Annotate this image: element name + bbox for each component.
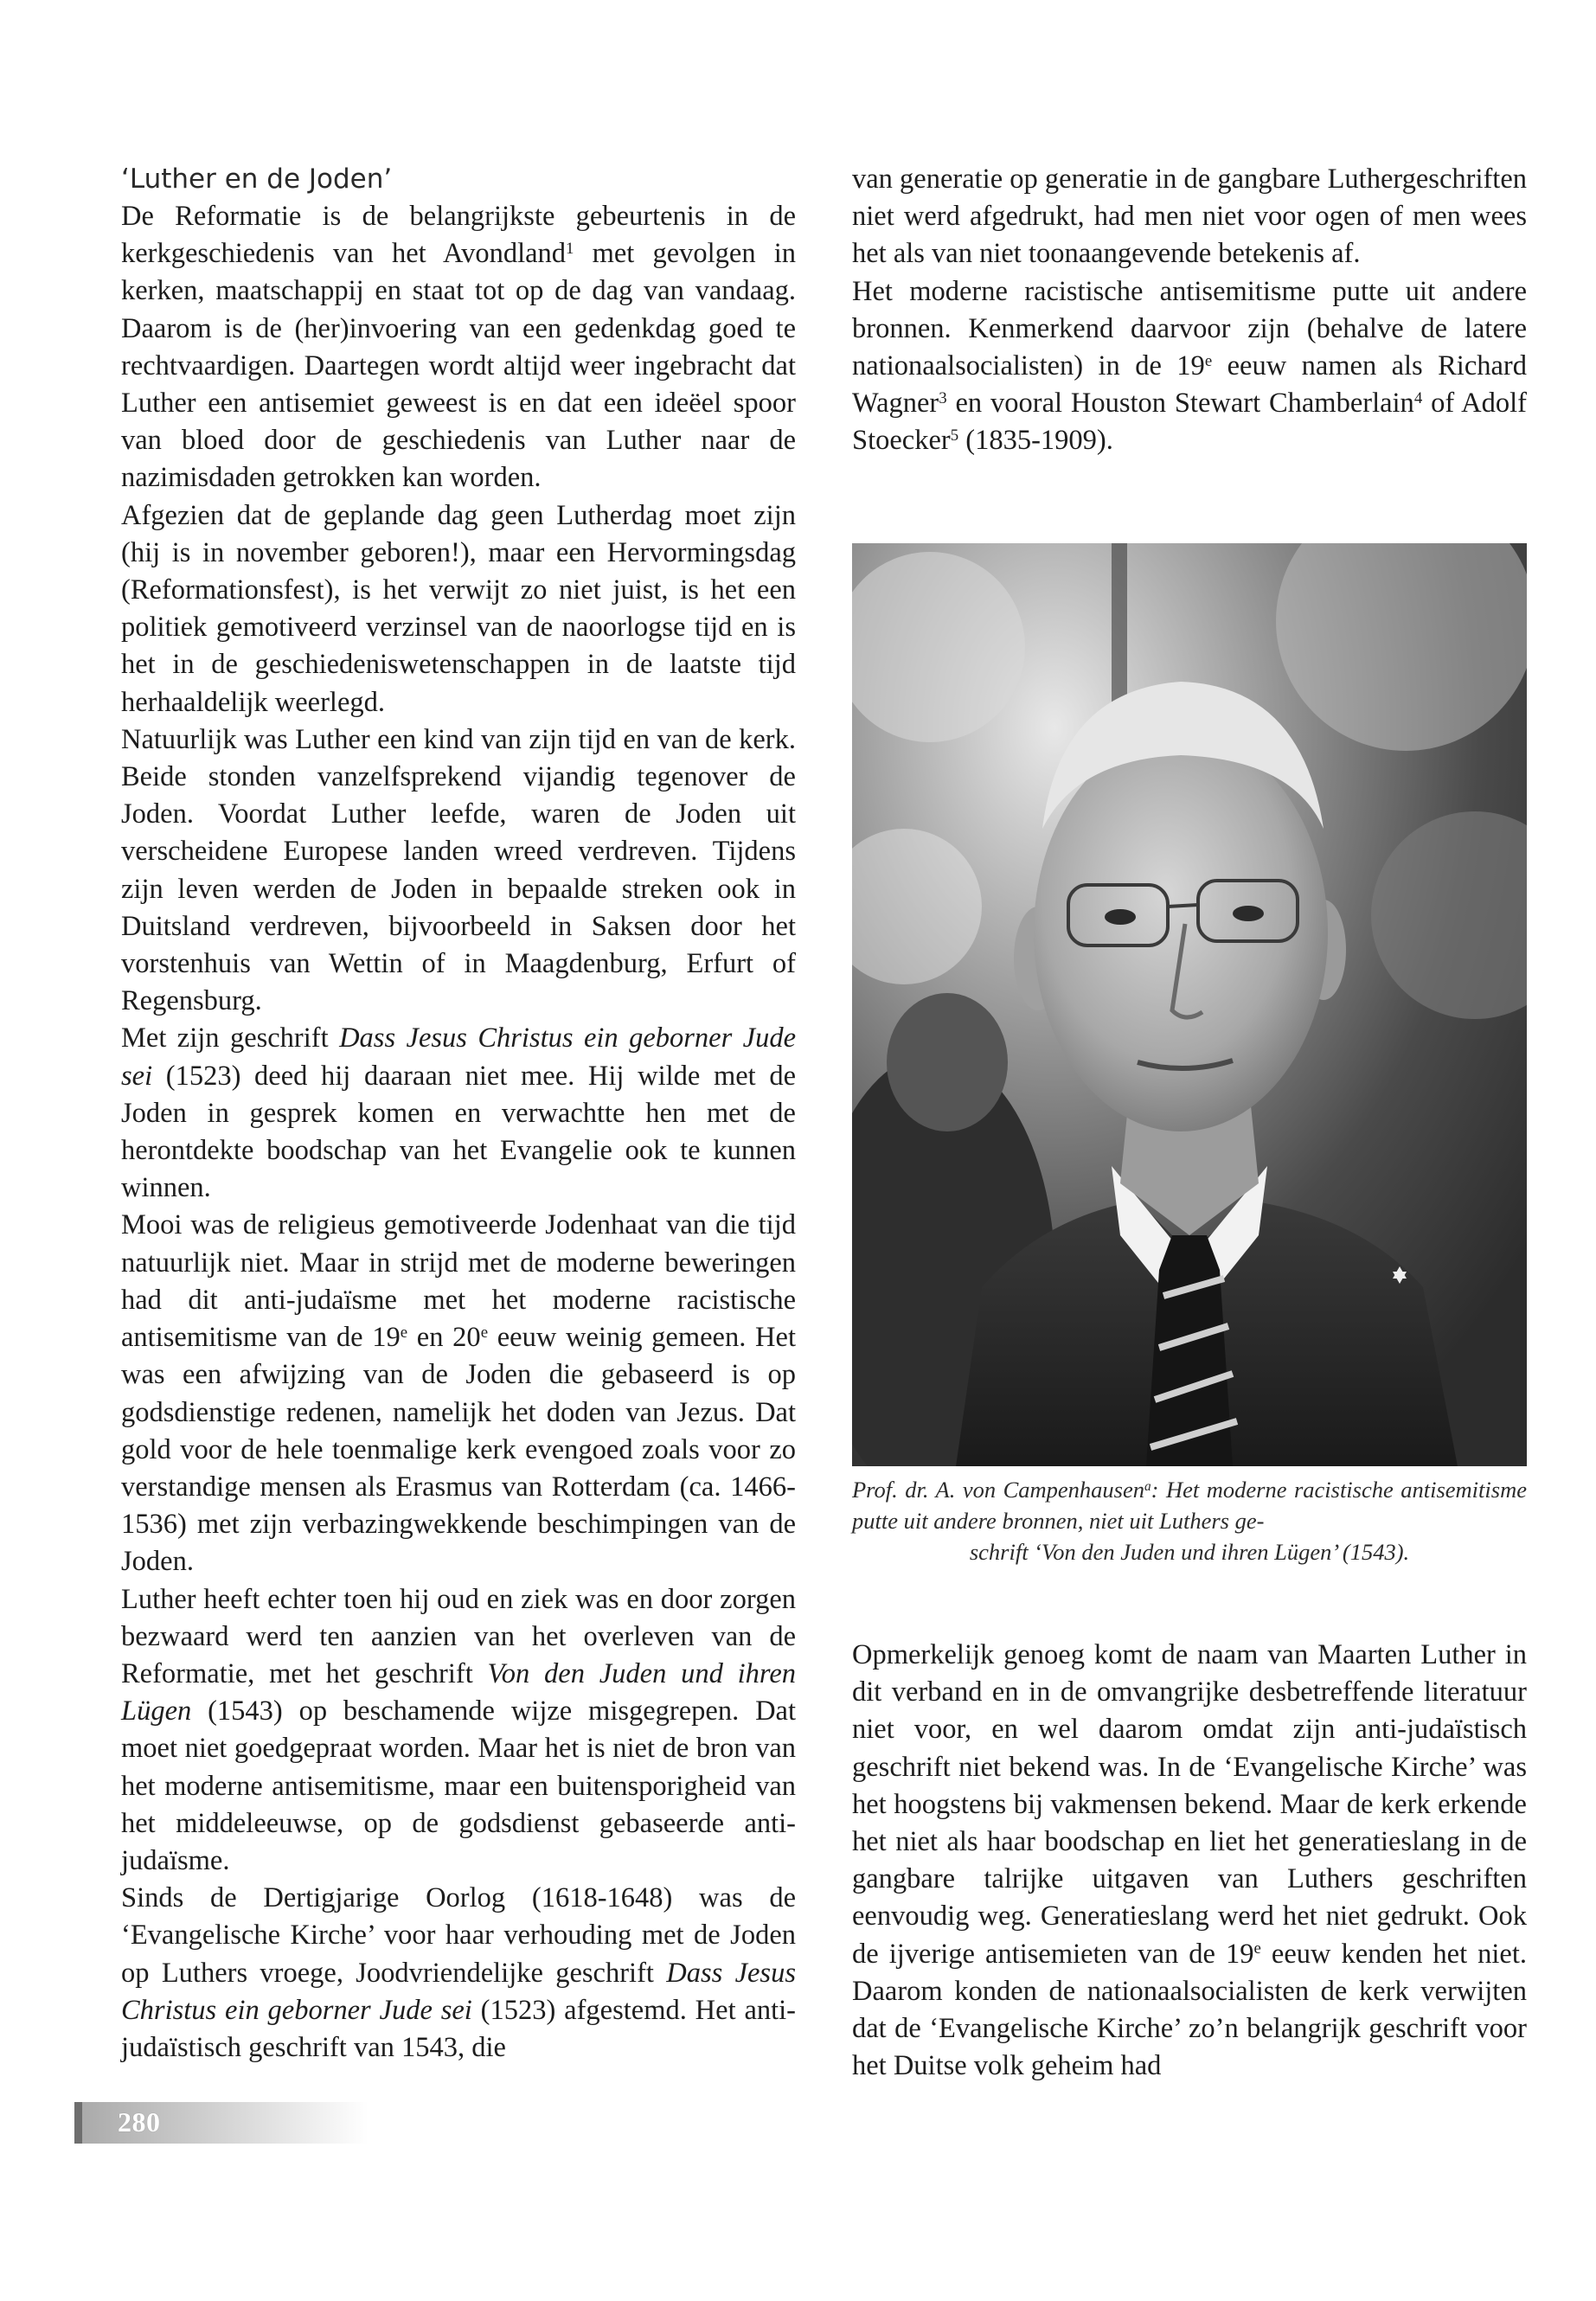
page-tab-bar [74, 2102, 82, 2144]
book-title: Dass Jesus Christus ein geborner Jude sei [121, 1022, 796, 1092]
right-column-bottom [852, 1637, 1527, 2085]
paragraph-1: De Reformatie is de belangrijkste gebeurtenis in de kerkgeschiedenis van het Avondland$^1$ met gevolgen in kerken, maatschappij en staat tot op de dag van vandaag. Daarom is de (her)invoering van een gedenkdag goed te rechtvaardigen. Daartegen wordt altijd weer ingebracht dat Luther een antisemiet geweest is en dat een ideëel spoor van bloed door de geschiedenis van Luther naar de nazimisdaden getrokken kan worden. [121, 201, 796, 494]
paragraph-4: Met zijn geschrift Dass Jesus Christus ein geborner Jude sei (1523) deed hij daaraan niet mee. Hij wilde met de Joden in gesprek komen en verwachtte hen met de herontdekte boodschap van het Evangelie ook te kunnen winnen. [121, 1022, 796, 1204]
page-number-tab [74, 2102, 369, 2144]
left-column [121, 161, 796, 2067]
section-heading: ‘Luther en de Joden’ [121, 163, 393, 195]
paragraph-r3: Opmerkelijk genoeg komt de naam van Maarten Luther in dit verband en in de omvangrijke desbetreffende literatuur niet voor, en wel daarom omdat zijn anti-judaïstisch geschrift niet bekend was. In de ‘Evangelische Kirche’ was het hoogstens bij vakmensen bekend. Maar de kerk erkende het niet als haar boodschap en liet het generatieslang in de gangbare talrijke uitgaven van Luthers geschriften eenvoudig weg. Generatieslang werd het niet gedrukt. Ook de ijverige antisemieten van de 19e eeuw kenden het niet. Daarom konden de nationaalsocialisten de kerk verwijten dat de ‘Evangelische Kirche’ zo’n belangrijk geschrift voor het Duitse volk geheim had [852, 1639, 1527, 2082]
paragraph-6: Luther heeft echter toen hij oud en ziek was en door zorgen bezwaard werd ten aanzien van het overleven van de Reformatie, met het geschrift Von den Juden und ihren Lügen (1543) op beschamende wijze misgegrepen. Dat moet niet goedgepraat worden. Maar het is niet de bron van het moderne antisemitisme, maar een buitensporigheid van het middeleeuwse, op de godsdienst gebaseerde anti-judaïsme. [121, 1583, 796, 1876]
book-title: Dass Jesus Christus ein geborner Jude sei [121, 1957, 796, 2026]
page-number: 280 [118, 2106, 161, 2138]
paragraph-2: Afgezien dat de geplande dag geen Lutherdag moet zijn (hij is in november geboren!), maar een Hervormingsdag (Reformationsfest), is het verwijt zo niet juist, is het een politiek gemotiveerd verzinsel van de naoorlogse tijd en is het in de geschiedeniswetenschappen in de laatste tijd herhaaldelijk weerlegd. [121, 499, 796, 718]
paragraph-5: Mooi was de religieus gemotiveerde Jodenhaat van die tijd natuurlijk niet. Maar in strijd met de moderne beweringen had dit anti-judaïsme met het moderne racistische antisemitisme van de 19e en 20e eeuw weinig gemeen. Het was een afwijzing van de Joden die gebaseerd is op godsdienstige redenen, namelijk het doden van Jezus. Dat gold voor de hele toenmalige kerk evengoed zoals voor zo verstandige mensen als Erasmus van Rotterdam (ca. 1466-1536) met zijn verbazingwekkende beschimpingen van de Joden. [121, 1209, 796, 1578]
footnote-ref: 1 [566, 239, 574, 258]
paragraph-r1: van generatie op generatie in de gangbare Luthergeschriften niet werd afgedrukt, had men niet voor ogen of men wees het als van niet toonaangevende betekenis af. [852, 163, 1527, 270]
paragraph-3: Natuurlijk was Luther een kind van zijn tijd en van de kerk. Beide stonden vanzelfsprekend vijandig tegenover de Joden. Voordat Luther leefde, waren de Joden uit verscheidene Europese landen wreed verdreven. Tijdens zijn leven werden de Joden in bepaalde streken ook in Duitsland verdreven, bijvoorbeeld in Saksen door het vorstenhuis van Wettin of in Maagdenburg, Erfurt of Regensburg. [121, 723, 796, 1017]
paragraph-7: Sinds de Dertigjarige Oorlog (1618-1648) was de ‘Evangelische Kirche’ voor haar verhouding met de Joden op Luthers vroege, Joodvriendelijke geschrift Dass Jesus Christus ein geborner Jude sei (1523) afgestemd. Het anti-judaïstisch geschrift van 1543, die [121, 1882, 797, 2063]
portrait-photo-icon [852, 543, 1527, 1466]
paragraph-r2: Het moderne racistische antisemitisme putte uit andere bronnen. Kenmerkend daarvoor zijn (behalve de latere nationaalsocialisten) in de 19e eeuw namen als Richard Wagner$^3$ en vooral Houston Stewart Chamberlain$^4$ of Adolf Stoecker$^5$ (1835-1909). [852, 275, 1527, 457]
book-title: Von den Juden und ihren Lügen [121, 1657, 796, 1727]
portrait-photo [852, 543, 1527, 1466]
photo-caption: Prof. dr. A. von Campenhausen$^a$: Het moderne racistische antisemitisme putte uit andere bronnen, niet uit Luthers ge- schrift ‘Von den Juden und ihren Lügen’ (1543). [852, 1477, 1527, 1565]
right-column-top [852, 161, 1527, 460]
